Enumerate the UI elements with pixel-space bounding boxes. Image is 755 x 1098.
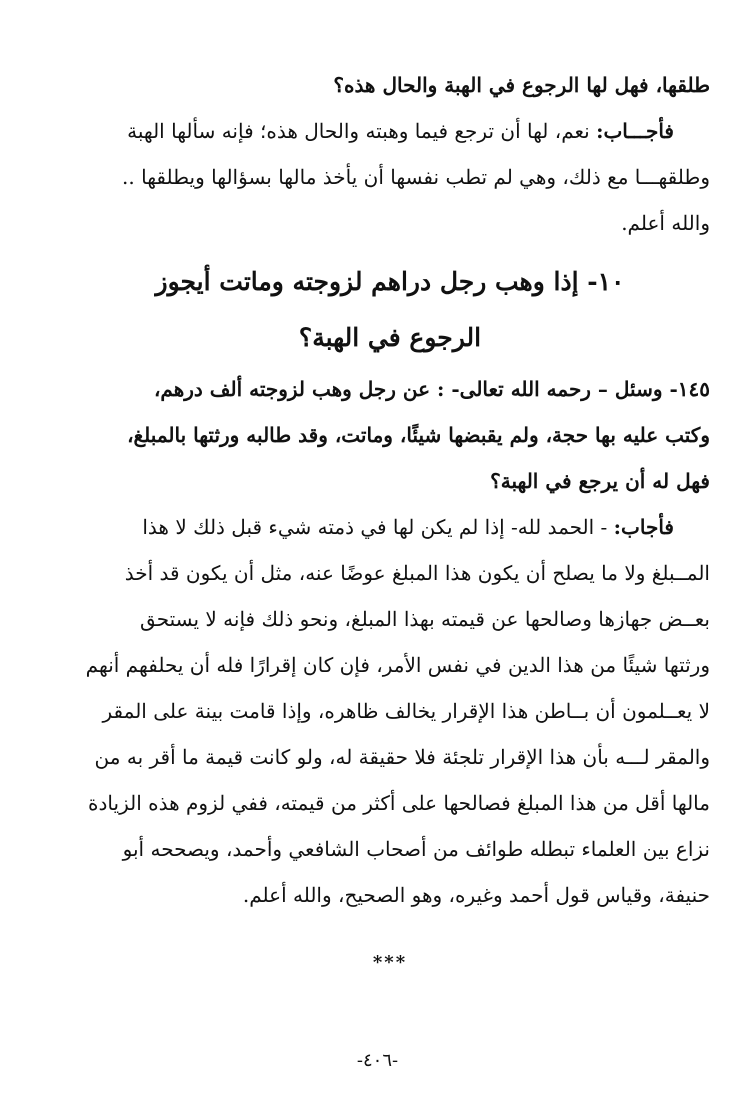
- answer-first-text: - الحمد لله- إذا لم يكن لها في ذمته شيء قبل ذلك لا هذا: [142, 515, 608, 539]
- answer-line-2: المــبلغ ولا ما يصلح أن يكون هذا المبلغ عوضًا عنه، مثل أن يكون قد أخذ: [124, 561, 710, 585]
- answer-label-2: فأجاب:: [613, 515, 674, 539]
- page-number: -٤٠٦-: [356, 1050, 399, 1071]
- section-heading-line-1: ١٠- إذا وهب رجل دراهم لزوجته وماتت أيجوز: [155, 267, 625, 296]
- section-heading-line-2: الرجوع في الهبة؟: [298, 323, 482, 352]
- answer-text: نعم، لها أن ترجع فيما وهبته والحال هذه؛ فإنه سألها الهبة: [127, 119, 590, 143]
- answer-line-7: مالها أقل من هذا المبلغ فصالحها على أكثر من قيمته، ففي لزوم هذه الزيادة: [88, 791, 710, 815]
- answer-intro-line-2: وطلقهـــا مع ذلك، وهي لم تطب نفسها أن يأخذ مالها بسؤالها ويطلقها ..: [122, 165, 710, 189]
- answer-line-9: حنيفة، وقياس قول أحمد وغيره، وهو الصحيح، والله أعلم.: [242, 883, 710, 907]
- answer-intro-line-3: والله أعلم.: [621, 211, 710, 235]
- answer-label: فأجـــاب:: [596, 119, 674, 143]
- page-body: [70, 62, 710, 973]
- answer-line-8: نزاع بين العلماء تبطله طوائف من أصحاب الشافعي وأحمد، ويصححه أبو: [122, 837, 710, 861]
- answer-line-5: لا يعــلمون أن بــاطن هذا الإقرار يخالف ظاهره، وإذا قامت بينة على المقر: [102, 699, 710, 723]
- answer-line-1: [70, 504, 710, 550]
- answer-line-3: بعــض جهازها وصالحها عن قيمته بهذا المبلغ، ونحو ذلك فإنه لا يستحق: [140, 607, 710, 631]
- answer-intro-line-1: [70, 108, 710, 154]
- question-line-3: فهل له أن يرجع في الهبة؟: [490, 469, 710, 493]
- question-line-1: ١٤٥- وسئل – رحمه الله تعالى- : عن رجل وهب لزوجته ألف درهم،: [153, 377, 710, 401]
- question-tail: طلقها، فهل لها الرجوع في الهبة والحال هذه؟: [333, 73, 710, 97]
- answer-line-6: والمقر لـــه بأن هذا الإقرار تلجئة فلا حقيقة له، ولو كانت قيمة ما أقر به من: [94, 745, 710, 769]
- answer-line-4: ورثتها شيئًا من هذا الدين في نفس الأمر، فإن كان إقرارًا فله أن يحلفهم أنهم: [85, 653, 710, 677]
- section-separator: ***: [372, 952, 408, 973]
- question-line-2: وكتب عليه بها حجة، ولم يقبضها شيئًا، وماتت، وقد طالبه ورثتها بالمبلغ،: [127, 423, 710, 447]
